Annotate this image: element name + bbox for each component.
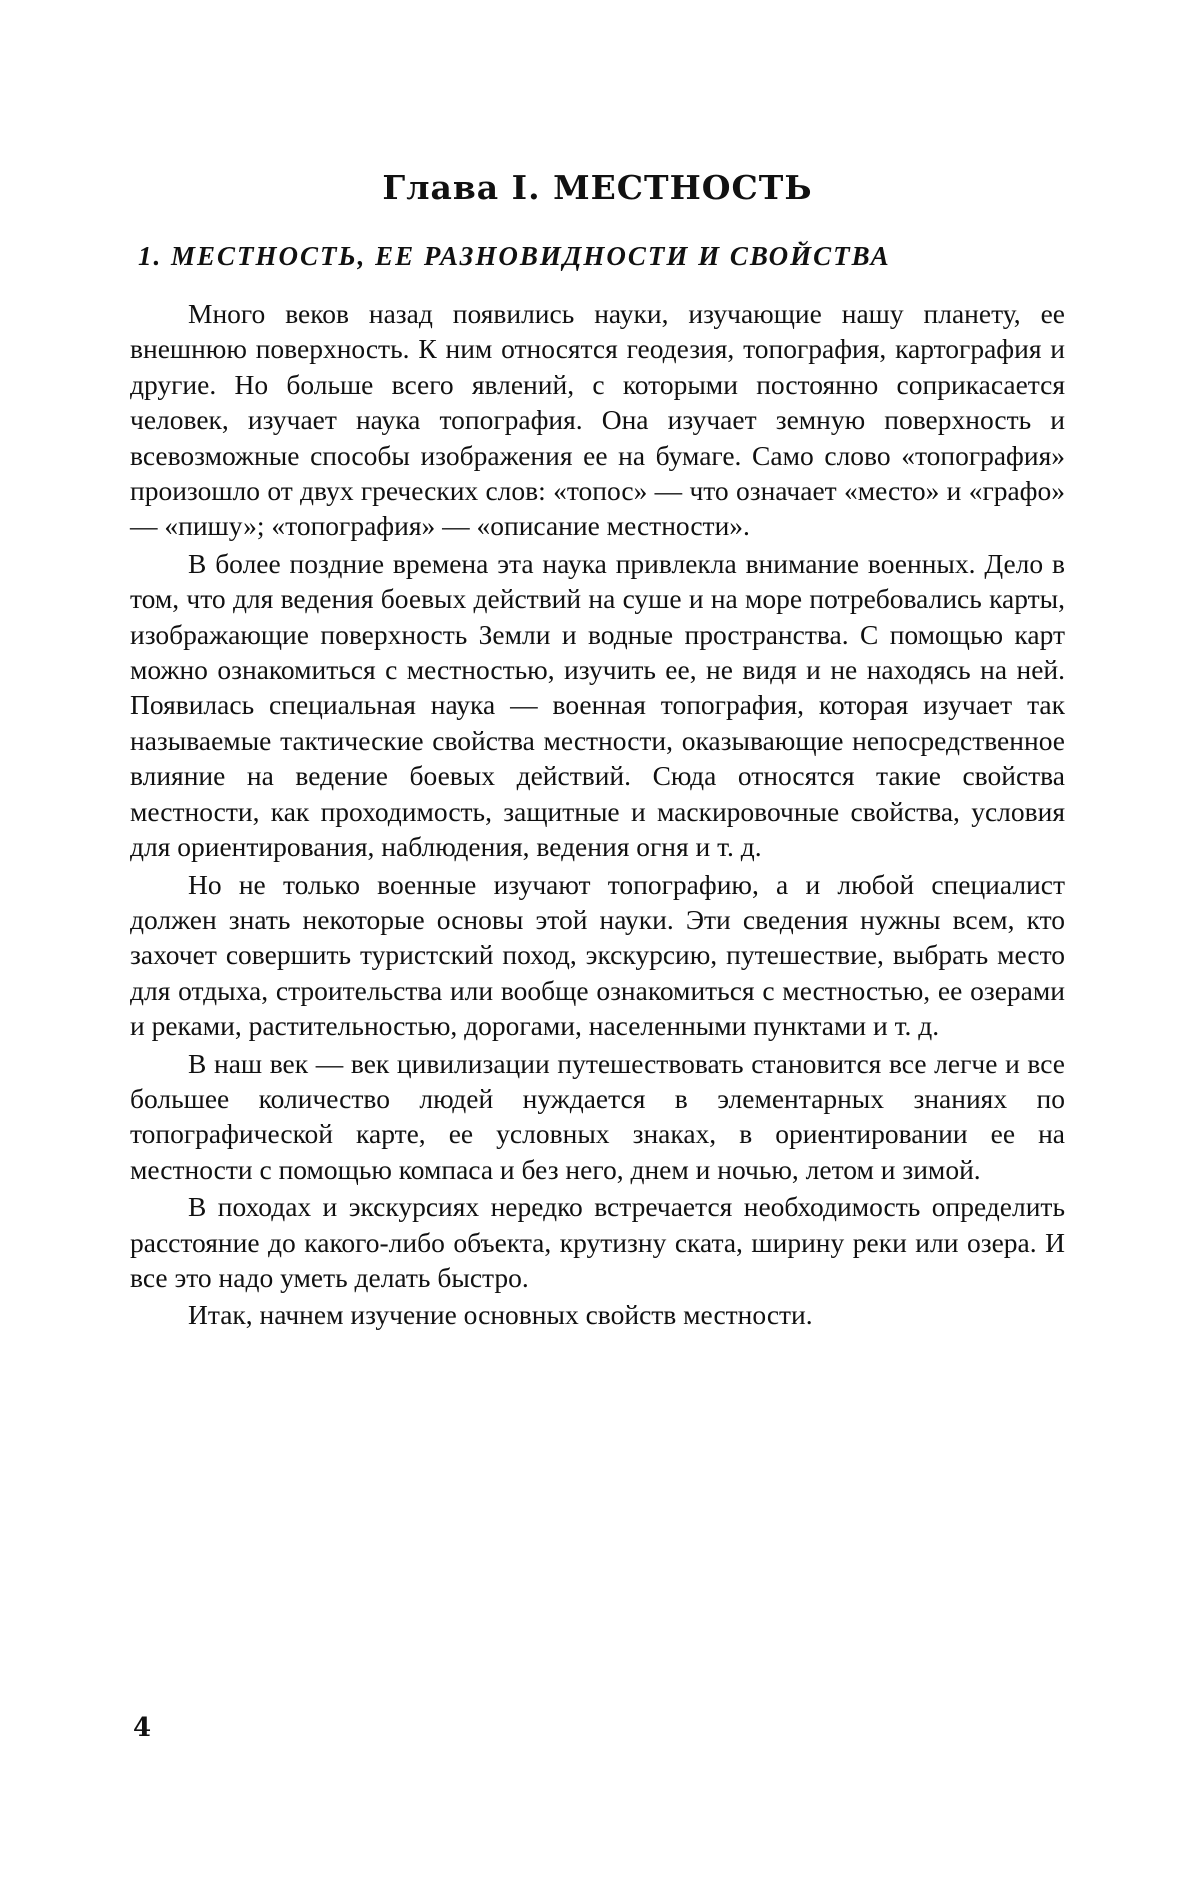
paragraph: В более поздние времена эта наука привлекла внимание военных. Дело в том, что для ведения боевых действий на суше и на море потребовались карты, изображающие поверхность Земли и водные пространства. С помощью карт можно ознакомиться с местностью, изучить ее, не видя и не находясь на ней. Появилась специальная наука — военная топография, которая изучает так называемые тактические свойства местности, оказывающие непосредственное влияние на ведение боевых действий. Сюда относятся такие свойства местности, как проходимость, защитные и маскировочные свойства, условия для ориентирования, наблюдения, ведения огня и т. д. bbox=[130, 546, 1065, 865]
page bbox=[130, 150, 1065, 1335]
paragraph: Итак, начнем изучение основных свойств местности. bbox=[130, 1297, 1065, 1332]
paragraph: Но не только военные изучают топографию, а и любой специалист должен знать некоторые основы этой науки. Эти сведения нужны всем, кто захочет совершить туристский поход, экскурсию, путешествие, выбрать место для отдыха, строительства или вообще ознакомиться с местностью, ее озерами и реками, растительностью, дорогами, населенными пунктами и т. д. bbox=[130, 867, 1065, 1044]
paragraph: Много веков назад появились науки, изучающие нашу планету, ее внешнюю поверхность. К ним относятся геодезия, топография, картография и другие. Но больше всего явлений, с которыми постоянно соприкасается человек, изучает наука топография. Она изучает земную поверхность и всевозможные способы изображения ее на бумаге. Само слово «топография» произошло от двух греческих слов: «топос» — что означает «место» и «графо» — «пишу»; «топография» — «описание местности». bbox=[130, 296, 1065, 544]
paragraph: В наш век — век цивилизации путешествовать становится все легче и все большее количество людей нуждается в элементарных знаниях по топографической карте, ее условных знаках, в ориентировании ее на местности с помощью компаса и без него, днем и ночью, летом и зимой. bbox=[130, 1046, 1065, 1188]
paragraph: В походах и экскурсиях нередко встречается необходимость определить расстояние до какого-либо объекта, крутизну ската, ширину реки или озера. И все это надо уметь делать быстро. bbox=[130, 1189, 1065, 1295]
section-heading: 1. МЕСТНОСТЬ, ЕЕ РАЗНОВИДНОСТИ И СВОЙСТВА bbox=[138, 238, 1065, 274]
page-number: 4 bbox=[133, 1713, 151, 1743]
body-text bbox=[130, 296, 1065, 1333]
chapter-title: Глава I. МЕСТНОСТЬ bbox=[130, 168, 1065, 208]
